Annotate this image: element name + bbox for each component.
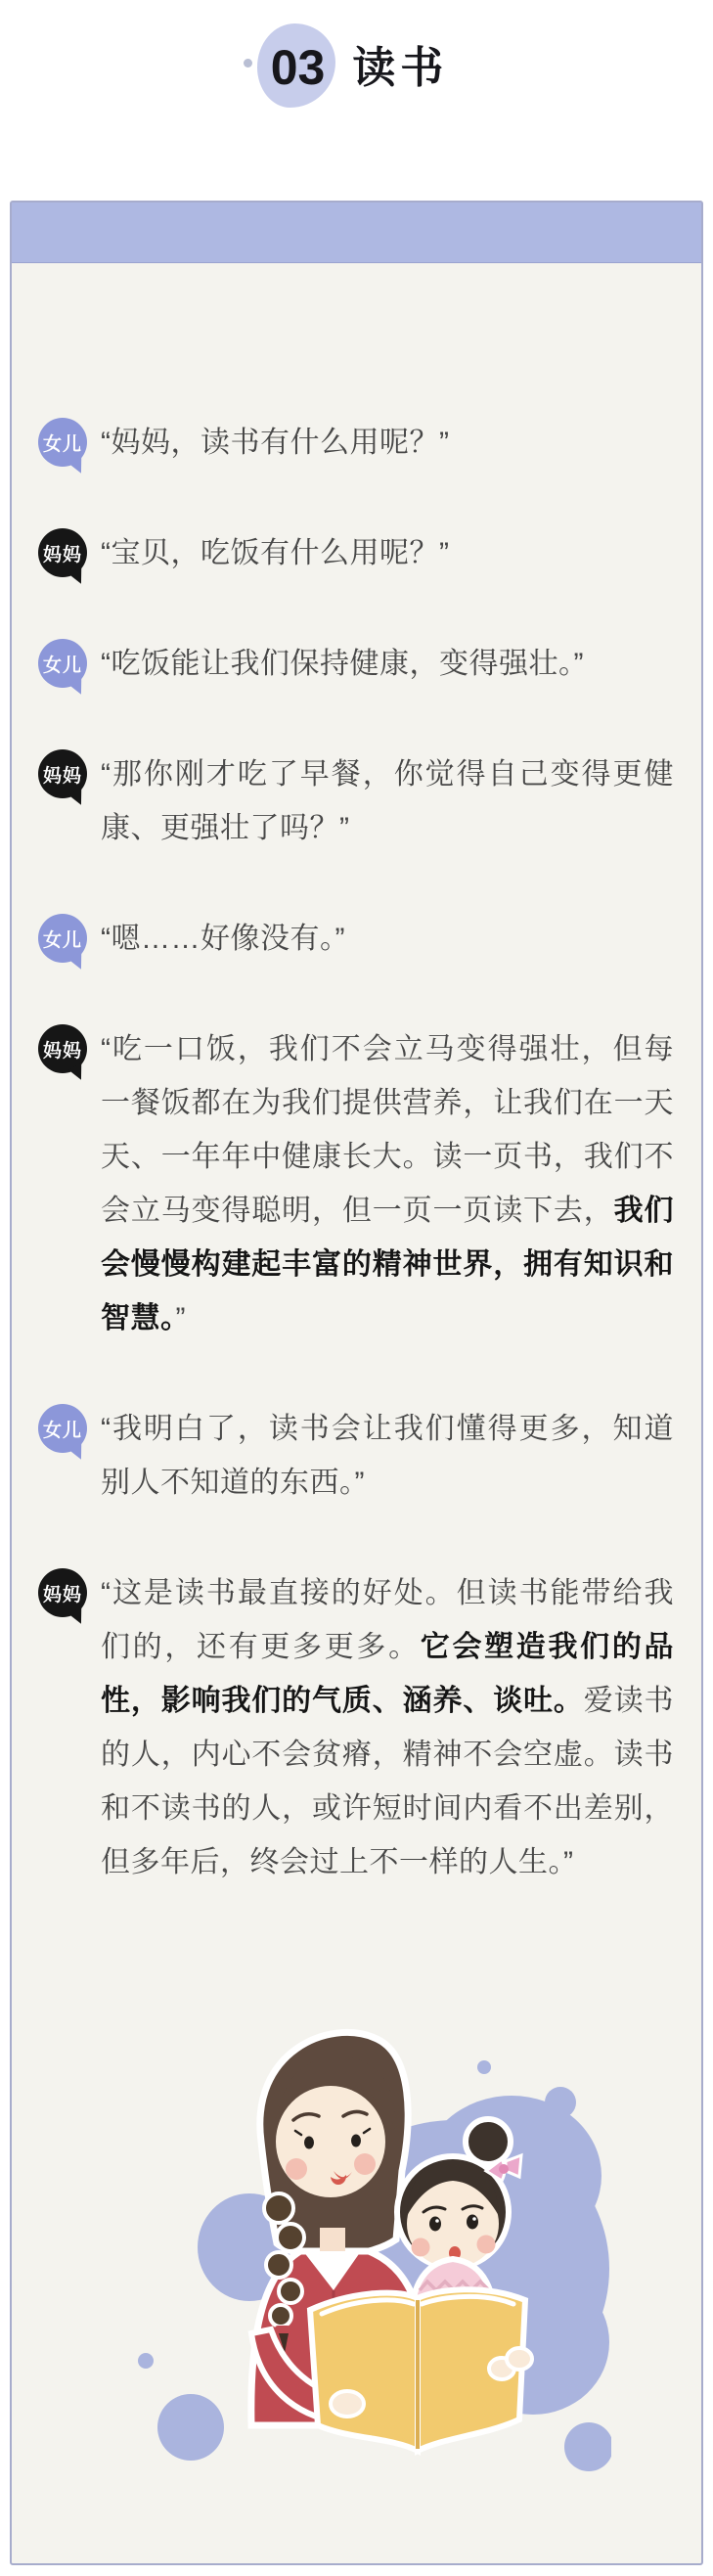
dialogue-entry: [38, 1566, 674, 1889]
speech-text: “宝贝，吃饭有什么用呢？”: [101, 537, 450, 569]
dialogue-entry: [38, 526, 674, 580]
badge-dot-decoration: [244, 59, 252, 68]
dialogue-entry: [38, 416, 674, 470]
speaker-bubble: 女儿: [38, 1404, 87, 1453]
dialogue-entry: [38, 1022, 674, 1345]
section-header: [0, 37, 713, 98]
speech-text: “这是读书最直接的好处。但读书能带给我们的，还有更多更多。它会塑造我们的品性，影响我们的气质、涵养、谈吐。爱读书的人，内心不会贫瘠，精神不会空虚。读书和不读书的人，或许短时间内看不出差别，但多年后，终会过上不一样的人生。”: [101, 1577, 675, 1878]
speech-text: “吃一口饭，我们不会立马变得强壮，但每一餐饭都在为我们提供营养，让我们在一天天、一年年中健康长大。读一页书，我们不会立马变得聪明，但一页一页读下去，我们会慢慢构建起丰富的精神世界，拥有知识和智慧。”: [101, 1033, 675, 1334]
dialogue-entry: [38, 912, 674, 966]
speaker-bubble: 妈妈: [38, 749, 87, 798]
dialogue-entry: [38, 747, 674, 855]
dialogue-card: [10, 201, 703, 2565]
card-accent-band: [12, 203, 701, 263]
speaker-bubble: 女儿: [38, 418, 87, 467]
dialogue-entry: [38, 1402, 674, 1510]
dialogue-entry: [38, 637, 674, 691]
speech-text: “那你刚才吃了早餐，你觉得自己变得更健康、更强壮了吗？”: [101, 758, 674, 844]
section-number-badge: [265, 37, 332, 98]
section-number: 03: [270, 40, 326, 95]
speech-text: “吃饭能让我们保持健康，变得强壮。”: [101, 648, 584, 680]
illustration-mother-daughter-reading: [103, 2005, 611, 2474]
speech-text: “嗯……好像没有。”: [101, 923, 345, 955]
speaker-bubble: 妈妈: [38, 1024, 87, 1073]
speaker-bubble: 妈妈: [38, 1568, 87, 1617]
speaker-bubble: 女儿: [38, 914, 87, 963]
speech-text: “我明白了，读书会让我们懂得更多，知道别人不知道的东西。”: [101, 1413, 674, 1499]
speaker-bubble: 女儿: [38, 639, 87, 688]
speech-text: “妈妈，读书有什么用呢？”: [101, 427, 450, 459]
speaker-bubble: 妈妈: [38, 528, 87, 577]
section-title: 读书: [352, 44, 449, 92]
dialogue-list: [12, 263, 701, 1889]
